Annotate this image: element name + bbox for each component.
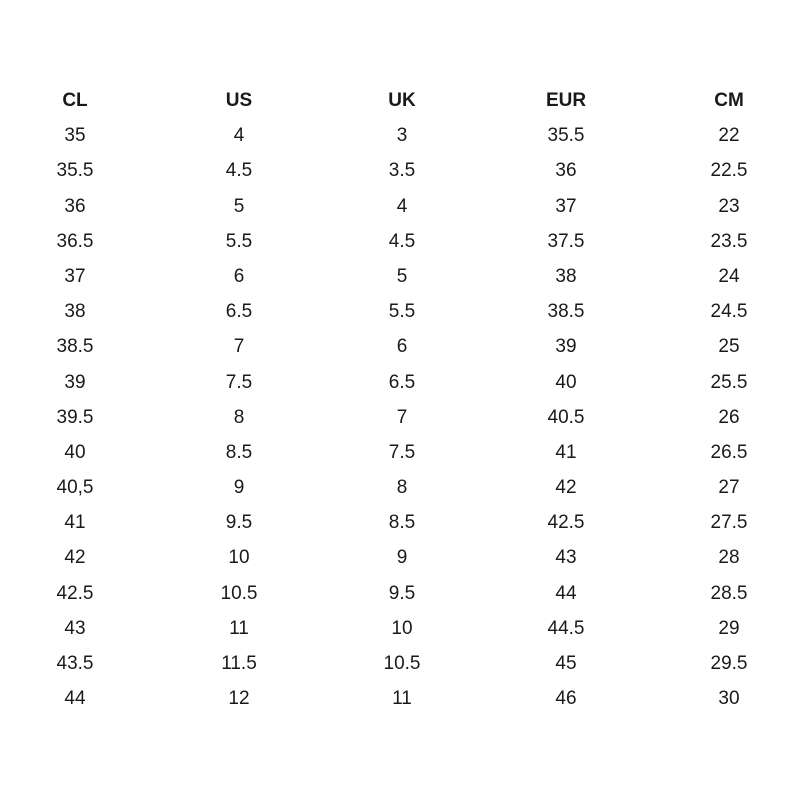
table-cell-uk: 11 <box>392 688 412 710</box>
table-cell-cl: 40,5 <box>56 477 94 499</box>
table-cell-uk: 4.5 <box>388 230 416 252</box>
table-cell-uk: 9 <box>396 547 408 569</box>
table-cell-eur: 40.5 <box>547 406 585 428</box>
table-cell-cm: 29.5 <box>710 653 748 674</box>
table-cell-cl: 36 <box>64 195 86 217</box>
table-cell-cm: 29 <box>718 617 740 639</box>
column-header-us: US <box>225 90 253 111</box>
table-cell-cm: 22.5 <box>710 160 748 182</box>
table-row <box>0 329 800 364</box>
table-cell-uk: 10 <box>391 617 413 639</box>
table-cell-us: 5.5 <box>225 230 253 252</box>
table-cell-eur: 38.5 <box>547 301 585 323</box>
table-cell-us: 12 <box>228 688 250 710</box>
table-row <box>0 505 800 540</box>
table-cell-us: 7.5 <box>225 371 253 393</box>
table-cell-cm: 25.5 <box>710 371 748 393</box>
table-cell-us: 4.5 <box>225 160 253 182</box>
table-row <box>0 259 800 294</box>
table-row <box>0 435 800 470</box>
table-row <box>0 400 800 435</box>
table-cell-us: 10 <box>228 547 250 569</box>
table-cell-eur: 37.5 <box>547 230 585 252</box>
table-cell-us: 9 <box>233 477 245 499</box>
table-cell-cl: 44 <box>64 688 86 710</box>
table-cell-uk: 3 <box>396 125 408 147</box>
table-row <box>0 153 800 188</box>
table-row <box>0 646 800 681</box>
table-cell-us: 6.5 <box>225 301 253 323</box>
table-cell-eur: 46 <box>555 688 577 710</box>
table-cell-us: 11 <box>229 617 249 639</box>
table-cell-uk: 5 <box>396 265 408 287</box>
table-cell-cm: 28.5 <box>710 582 748 604</box>
table-cell-cm: 26 <box>718 406 740 428</box>
column-header-cl: CL <box>62 90 88 111</box>
table-cell-eur: 44 <box>555 582 577 604</box>
table-cell-eur: 38 <box>555 265 577 287</box>
table-row <box>0 611 800 646</box>
table-cell-cm: 24.5 <box>710 301 748 323</box>
table-cell-us: 10.5 <box>220 582 258 604</box>
table-cell-cm: 30 <box>718 688 740 710</box>
table-cell-cm: 23.5 <box>710 230 748 252</box>
table-cell-us: 6 <box>233 265 245 287</box>
table-cell-cl: 40 <box>64 441 86 463</box>
table-cell-cm: 26.5 <box>710 441 748 463</box>
table-cell-uk: 8 <box>396 477 408 499</box>
table-cell-eur: 42.5 <box>547 512 585 534</box>
table-cell-eur: 36 <box>555 160 577 182</box>
table-row <box>0 224 800 259</box>
table-cell-cl: 42.5 <box>56 582 94 604</box>
table-cell-cl: 39 <box>64 371 86 393</box>
table-cell-cl: 39.5 <box>56 406 94 428</box>
table-cell-uk: 8.5 <box>388 512 416 534</box>
table-cell-eur: 35.5 <box>547 125 585 147</box>
table-cell-uk: 7 <box>396 406 408 428</box>
table-cell-cl: 36.5 <box>56 230 94 252</box>
table-cell-eur: 43 <box>555 547 577 569</box>
table-cell-uk: 6 <box>396 336 408 358</box>
table-cell-eur: 42 <box>555 477 577 499</box>
table-cell-eur: 40 <box>555 371 577 393</box>
table-cell-uk: 7.5 <box>388 441 416 463</box>
table-cell-uk: 9.5 <box>388 582 416 604</box>
table-body <box>0 118 800 716</box>
table-cell-cl: 43.5 <box>56 653 94 674</box>
table-cell-us: 11.5 <box>221 653 257 674</box>
table-row <box>0 540 800 575</box>
table-row <box>0 294 800 329</box>
table-cell-us: 7 <box>233 336 245 358</box>
table-cell-cm: 24 <box>718 265 740 287</box>
column-header-eur: EUR <box>545 90 587 111</box>
table-cell-cm: 22 <box>718 125 740 147</box>
column-header-uk: UK <box>388 90 416 111</box>
table-cell-us: 8 <box>233 406 245 428</box>
table-row <box>0 365 800 400</box>
table-cell-eur: 41 <box>555 441 577 463</box>
table-row <box>0 470 800 505</box>
table-header-row <box>0 83 800 118</box>
table-cell-cl: 38 <box>64 301 86 323</box>
table-cell-cm: 27 <box>718 477 740 499</box>
table-cell-us: 8.5 <box>225 441 253 463</box>
table-cell-us: 5 <box>233 195 245 217</box>
table-cell-cm: 27.5 <box>710 512 748 534</box>
table-cell-eur: 37 <box>555 195 577 217</box>
table-cell-cl: 43 <box>64 617 86 639</box>
table-cell-us: 9.5 <box>225 512 253 534</box>
table-cell-cm: 23 <box>718 195 740 217</box>
table-cell-cl: 42 <box>64 547 86 569</box>
table-row <box>0 681 800 716</box>
table-cell-cl: 38.5 <box>56 336 94 358</box>
size-conversion-table <box>0 83 800 716</box>
table-cell-cm: 25 <box>718 336 740 358</box>
table-cell-cl: 35 <box>64 125 86 147</box>
table-cell-uk: 3.5 <box>388 160 416 182</box>
table-cell-eur: 45 <box>555 653 577 674</box>
table-row <box>0 576 800 611</box>
table-cell-eur: 39 <box>555 336 577 358</box>
table-cell-cm: 28 <box>718 547 740 569</box>
table-cell-uk: 4 <box>396 195 408 217</box>
table-cell-eur: 44.5 <box>547 617 585 639</box>
table-cell-us: 4 <box>233 125 245 147</box>
column-header-cm: CM <box>714 90 744 111</box>
table-cell-uk: 5.5 <box>388 301 416 323</box>
table-cell-uk: 6.5 <box>388 371 416 393</box>
table-cell-uk: 10.5 <box>383 653 421 674</box>
table-cell-cl: 41 <box>64 512 86 534</box>
table-cell-cl: 37 <box>64 265 86 287</box>
table-row <box>0 118 800 153</box>
table-row <box>0 189 800 224</box>
table-cell-cl: 35.5 <box>56 160 94 182</box>
